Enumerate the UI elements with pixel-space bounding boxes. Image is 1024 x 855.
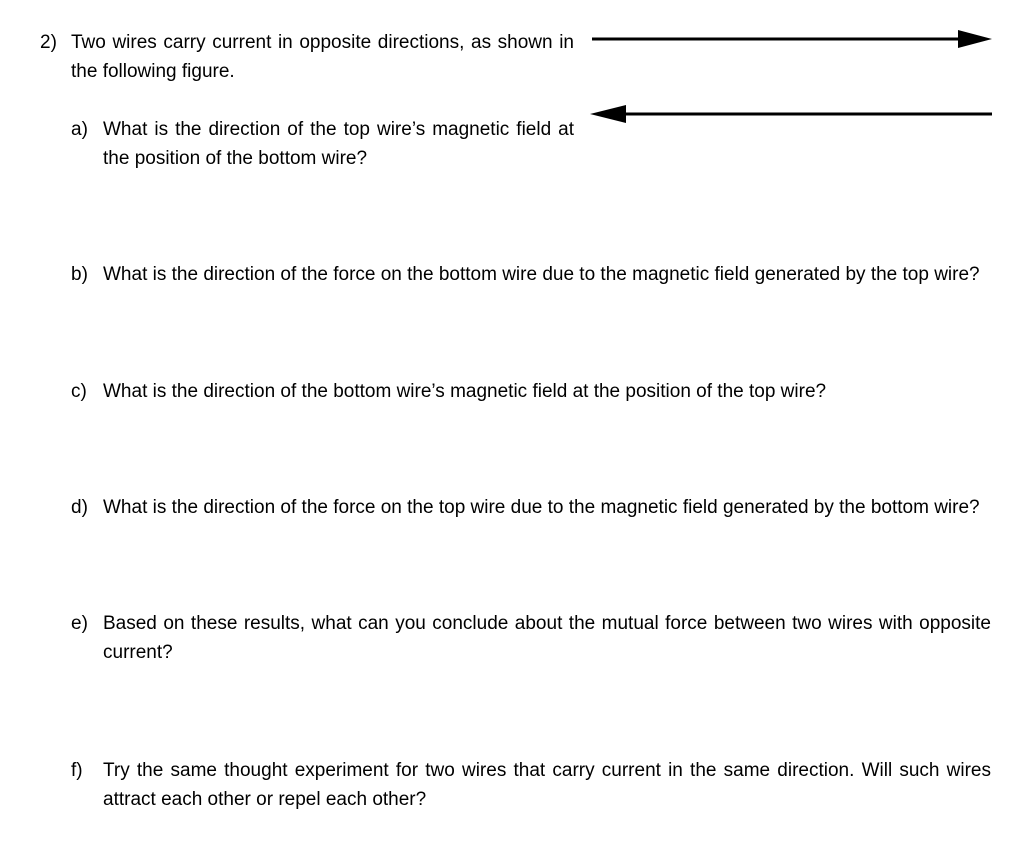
part-text: Try the same thought experiment for two wires that carry current in the same direction. Will such wires attract each other or repel each other? xyxy=(103,760,991,810)
part-label: d) xyxy=(71,497,88,518)
question-number: 2) xyxy=(40,32,57,53)
top-wire xyxy=(592,30,992,48)
bottom-wire xyxy=(590,105,992,123)
part-text: What is the direction of the bottom wire’s magnetic field at the position of the top wire? xyxy=(103,381,827,402)
top-wire-arrowhead-right xyxy=(958,30,992,48)
question-text: Two wires carry current in opposite directions, as shown in the following figure. xyxy=(71,32,574,82)
part-e xyxy=(71,609,991,667)
part-label: f) xyxy=(71,760,83,781)
wires-figure xyxy=(588,24,998,134)
part-a xyxy=(71,115,574,173)
part-d xyxy=(71,493,991,522)
part-label: c) xyxy=(71,381,87,402)
part-c xyxy=(71,377,991,406)
part-text: Based on these results, what can you conclude about the mutual force between two wires with opposite current? xyxy=(103,613,991,663)
question-2 xyxy=(40,28,574,86)
part-f xyxy=(71,756,991,814)
part-text: What is the direction of the top wire’s magnetic field at the position of the bottom wire? xyxy=(103,119,574,169)
part-label: a) xyxy=(71,119,88,140)
part-b xyxy=(71,260,991,289)
part-text: What is the direction of the force on the bottom wire due to the magnetic field generated by the top wire? xyxy=(103,264,980,285)
part-label: e) xyxy=(71,613,88,634)
bottom-wire-arrowhead-left xyxy=(590,105,626,123)
part-label: b) xyxy=(71,264,88,285)
part-text: What is the direction of the force on the top wire due to the magnetic field generated by the bottom wire? xyxy=(103,497,980,518)
